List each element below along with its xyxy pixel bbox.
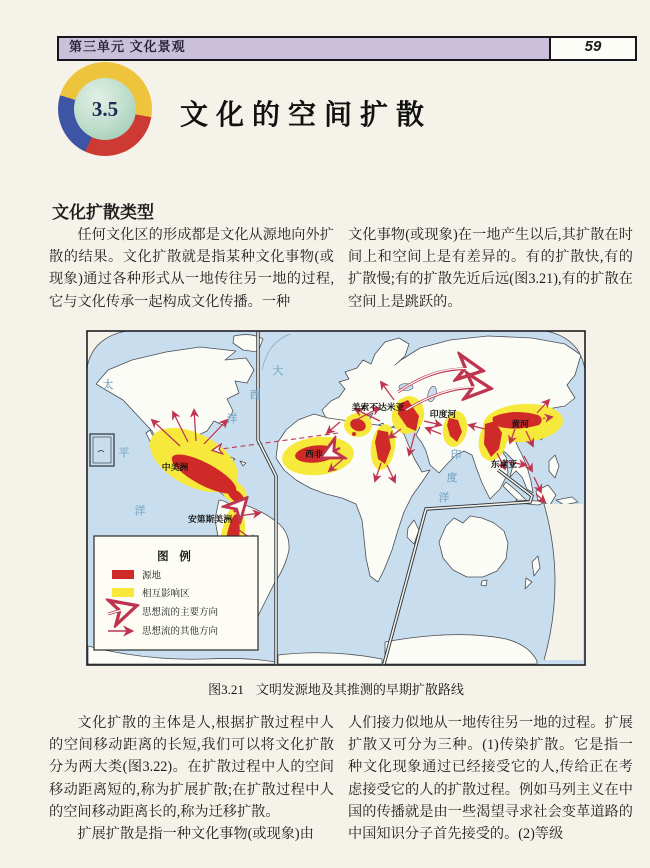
figure-map [86,330,586,666]
legend-swatch-influence [112,588,134,597]
legend-item-main-direction: 思想流的主要方向 [142,608,219,618]
ocean-char: 洋 [438,493,450,504]
ocean-char: 度 [446,473,458,484]
paragraph: 扩展扩散是指一种文化事物(或现象)由 [77,826,314,843]
world-map [86,330,586,666]
legend-title: 图 例 [157,551,195,563]
paragraph: 文化扩散的主体是人,根据扩散过程中人的空间移动距离的长短,我们可以将文化扩散分为两大类(图3.22)。在扩散过程中人的空间移动距离短的,称为扩展扩散;在扩散过程中人的空间移动距离长的,称为迁移扩散。 [49,715,334,820]
label-southeast-asia: 东南亚 [490,459,518,469]
legend-item-other-direction: 思想流的其他方向 [142,627,219,637]
label-mesopotamia: 美索不达米亚 [351,402,405,412]
label-west-africa: 西非 [305,449,323,459]
body-column-right [348,712,633,845]
section-number: 3.5 [74,78,136,140]
paragraph: 文化事物(或现象)在一地产生以后,其扩散在时间上和空间上是有差异的。有的扩散快,有的扩散慢;有的扩散先近后远(图3.21),有的扩散在空间上是跳跃的。 [348,227,633,310]
intro-column-right [348,224,633,313]
intro-columns [49,224,633,313]
legend-swatch-source [112,570,134,579]
map-legend [94,536,258,650]
paragraph: 人们接力似地从一地传往另一地的过程。扩展扩散又可分为三种。(1)传染扩散。它是指一种文化现象通过已经接受它的人,传给正在考虑接受它的人的扩散过程。例如马列主义在中国的传播就是由一些渴望寻求社会变革道路的中国知识分子首先接受的。(2)等级 [348,715,633,843]
label-indus: 印度河 [429,409,457,419]
caption-text: 文明发源地及其推测的早期扩散路线 [255,682,464,697]
figure-caption [86,679,586,698]
legend-item-influence: 相互影响区 [142,589,190,600]
ocean-char: 大 [272,366,284,377]
caption-number: 图3.21 [208,682,244,697]
label-andes: 安第斯美洲 [188,514,232,524]
subsection-heading: 文化扩散类型 [52,203,154,222]
legend-item-source: 源地 [142,571,162,582]
ocean-char: 太 [102,380,114,391]
body-columns [49,712,633,845]
label-central-america: 中美洲 [161,462,189,472]
ocean-char: 西 [249,390,261,401]
section-badge [58,62,152,156]
ocean-char: 洋 [226,414,238,425]
ocean-char: 洋 [134,506,146,517]
unit-label: 第三单元 文化景观 [59,38,549,59]
body-column-left [49,712,334,845]
label-huanghe: 黄河 [511,419,529,429]
page-number: 59 [549,38,635,59]
ocean-char: 平 [118,448,130,459]
paragraph: 任何文化区的形成都是文化从源地向外扩散的结果。文化扩散就是指某种文化事物(或现象)通过各种形式从一地传往另一地的过程,它与文化传承一起构成文化传播。一种 [49,227,334,310]
tasmania [481,580,487,586]
intro-column-left [49,224,334,313]
ocean-char: 印 [450,450,462,461]
page-header [57,36,637,61]
section-title: 文化的空间扩散 [180,99,433,130]
